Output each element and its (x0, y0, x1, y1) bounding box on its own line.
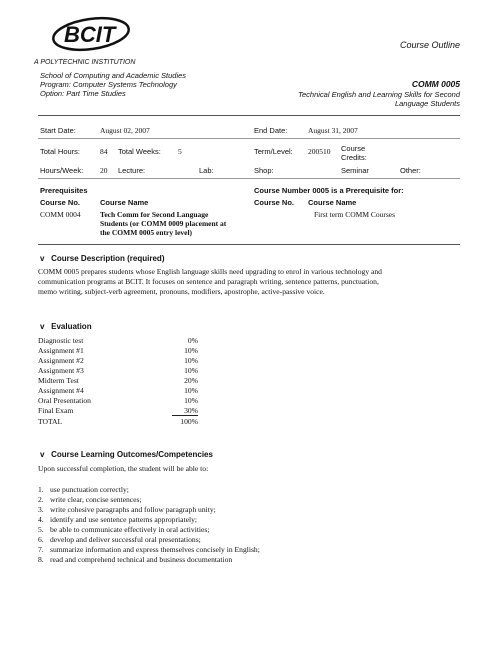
eval-item-name: Assignment #1 (38, 346, 84, 355)
outcome-item (38, 515, 197, 524)
eval-total-label: TOTAL (38, 417, 63, 426)
evaluation-heading (40, 322, 92, 331)
outcome-num: 3. (38, 505, 44, 514)
eval-item-name: Midterm Test (38, 376, 79, 385)
eval-item-pct: 10% (184, 346, 198, 355)
outcome-text: identify and use sentence patterns appropriately; (50, 515, 197, 524)
total-hours-value: 84 (100, 147, 108, 156)
outcomes-heading (40, 450, 213, 459)
eval-item-pct: 10% (184, 366, 198, 375)
eval-item-pct: 30% (184, 406, 198, 415)
prereq-for-col-course-name: Course Name (308, 198, 357, 207)
prereq-course-name-line-2: Students (or COMM 0009 placement at (100, 219, 227, 228)
prereq-course-name-line-3: the COMM 0005 entry level) (100, 228, 193, 237)
eval-row (38, 406, 198, 415)
prereq-for-heading: Course Number 0005 is a Prerequisite for: (254, 186, 404, 195)
outcome-text: summarize information and express themselves concisely in English; (50, 545, 260, 554)
outcomes-bullet: v (40, 450, 45, 459)
bcit-logo-mark (46, 14, 136, 56)
eval-item-pct: 10% (184, 396, 198, 405)
lecture-label: Lecture: (118, 166, 146, 175)
eval-item-pct: 20% (184, 376, 198, 385)
term-level-value: 200510 (308, 147, 331, 156)
eval-row (38, 366, 198, 375)
institution-tagline: A POLYTECHNIC INSTITUTION (34, 59, 136, 66)
description-line-2: communication programs at BCIT. It focuses on sentence and paragraph writing, sentence patterns, punctuation, (38, 277, 379, 286)
outcome-text: be able to communicate effectively in oral activities; (50, 525, 210, 534)
eval-item-pct: 0% (187, 336, 198, 345)
total-hours-label: Total Hours: (40, 147, 81, 156)
end-date-label: End Date: (254, 126, 288, 135)
seminar-label: Seminar (341, 166, 369, 175)
eval-row (38, 356, 198, 365)
school-line-3: Option: Part Time Studies (40, 89, 126, 98)
outcome-item (38, 545, 260, 554)
info-divider-2 (38, 178, 460, 179)
outcome-text: use punctuation correctly; (50, 485, 129, 494)
evaluation-bullet: v (40, 322, 45, 331)
hours-week-value: 20 (100, 166, 108, 175)
eval-item-name: Final Exam (38, 406, 74, 415)
outcome-text: write cohesive paragraphs and follow paragraph unity; (50, 505, 216, 514)
outcome-num: 2. (38, 495, 44, 504)
eval-total-rule (172, 415, 198, 416)
start-date-value: August 02, 2007 (100, 126, 150, 135)
outcome-item (38, 505, 216, 514)
prereq-for-col-course-no: Course No. (254, 198, 295, 207)
outcome-item (38, 495, 142, 504)
eval-row (38, 336, 198, 345)
eval-item-name: Assignment #3 (38, 366, 84, 375)
start-date-label: Start Date: (40, 126, 76, 135)
outcome-text: write clear, concise sentences; (50, 495, 142, 504)
eval-row (38, 396, 198, 405)
school-line-2: Program: Computer Systems Technology (40, 80, 177, 89)
eval-row (38, 386, 198, 395)
doc-type: Course Outline (399, 40, 460, 50)
eval-total-value: 100% (180, 417, 198, 426)
eval-item-name: Diagnostic test (38, 336, 84, 345)
outcomes-heading-text: Course Learning Outcomes/Competencies (51, 450, 213, 459)
total-weeks-value: 5 (178, 147, 182, 156)
evaluation-heading-text: Evaluation (51, 322, 92, 331)
svg-text:BCIT: BCIT (64, 22, 116, 47)
description-heading-text: Course Description (required) (51, 254, 165, 263)
description-bullet: v (40, 254, 45, 263)
outcome-num: 1. (38, 485, 44, 494)
description-line-1: COMM 0005 prepares students whose English language skills need upgrading to enrol in various technology and (38, 267, 382, 276)
end-date-value: August 31, 2007 (308, 126, 358, 135)
outcome-num: 8. (38, 555, 44, 564)
prereq-heading: Prerequisites (40, 186, 88, 195)
course-credits-label (341, 144, 367, 162)
bcit-logo (46, 14, 136, 56)
prereq-course-name (100, 210, 226, 237)
prereq-col-course-no: Course No. (40, 198, 81, 207)
course-code: COMM 0005 (411, 79, 460, 89)
outcome-num: 4. (38, 515, 44, 524)
eval-item-name: Assignment #2 (38, 356, 84, 365)
shop-label: Shop: (254, 166, 274, 175)
description-line-3: memo writing, subject-verb agreement, pronouns, modifiers, apostrophe, active-passive voice. (38, 287, 325, 296)
eval-row (38, 376, 198, 385)
prereq-course-name-line-1: Tech Comm for Second Language (100, 210, 209, 219)
outcome-text: read and comprehend technical and business documentation (50, 555, 233, 564)
eval-row (38, 346, 198, 355)
prereq-course-no: COMM 0004 (40, 210, 81, 219)
course-credits-label-line-2: Credits: (341, 153, 367, 162)
course-title-line-2: Language Students (394, 99, 460, 108)
eval-item-name: Assignment #4 (38, 386, 84, 395)
outcome-num: 6. (38, 535, 44, 544)
lab-label: Lab: (199, 166, 214, 175)
eval-item-pct: 10% (184, 356, 198, 365)
info-divider-1 (38, 138, 460, 139)
outcome-num: 5. (38, 525, 44, 534)
description-heading (40, 254, 164, 263)
outcome-item (38, 535, 201, 544)
outcome-item (38, 555, 232, 564)
outcome-num: 7. (38, 545, 44, 554)
eval-item-pct: 10% (184, 386, 198, 395)
hours-week-label: Hours/Week: (40, 166, 84, 175)
header-divider (38, 115, 460, 116)
course-credits-label-line-1: Course (341, 144, 366, 153)
school-line-1: School of Computing and Academic Studies (40, 71, 187, 80)
outcome-text: develop and deliver successful oral presentations; (50, 535, 201, 544)
outcome-item (38, 525, 209, 534)
prereq-for-course-name: First term COMM Courses (314, 210, 396, 219)
outcomes-intro: Upon successful completion, the student will be able to: (38, 464, 209, 473)
prereq-col-course-name: Course Name (100, 198, 149, 207)
course-title-line-1: Technical English and Learning Skills for Second (298, 90, 460, 99)
other-label: Other: (400, 166, 421, 175)
eval-total-row (38, 417, 198, 426)
total-weeks-label: Total Weeks: (118, 147, 161, 156)
term-level-label: Term/Level: (254, 147, 293, 156)
prereq-divider (38, 244, 460, 245)
outcome-item (38, 485, 129, 494)
eval-item-name: Oral Presentation (38, 396, 91, 405)
